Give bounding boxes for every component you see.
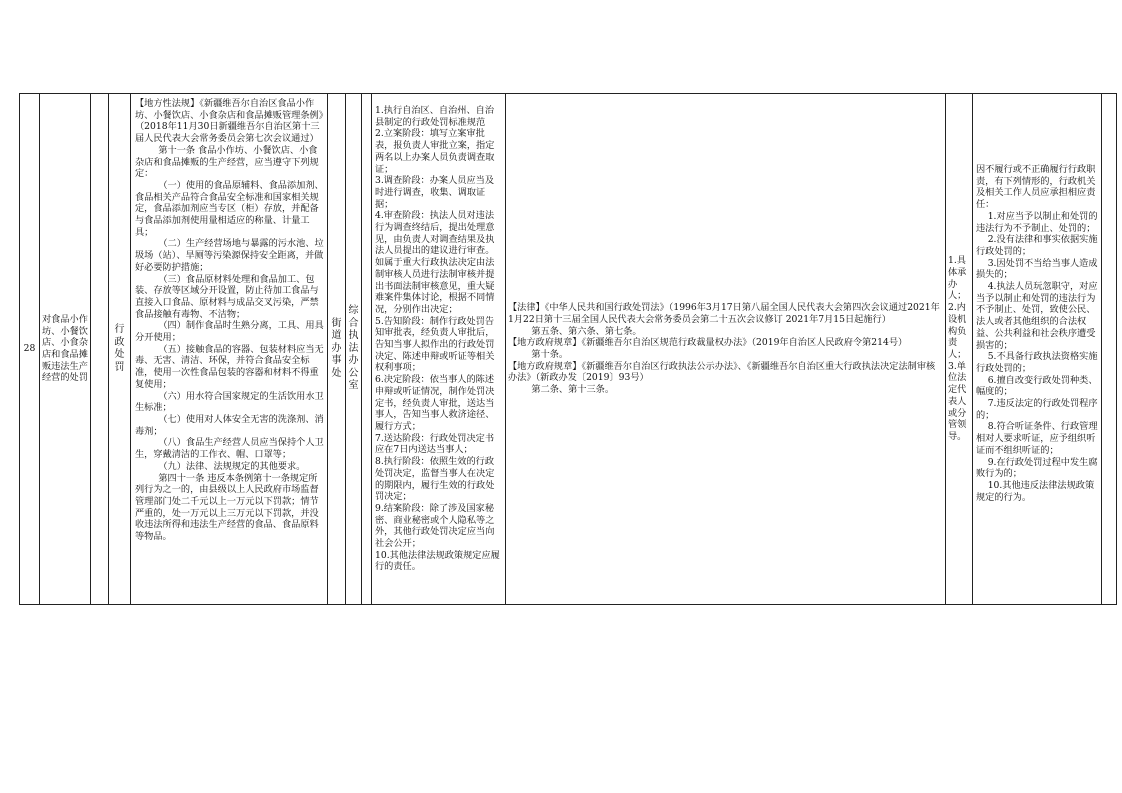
process-step: 7.送达阶段：行政处罚决定书应在7日内送达当事人； — [375, 432, 495, 456]
law-line: 第十条。 — [508, 349, 569, 360]
law-line: 【地方政府规章】《新疆维吾尔自治区行政执法公示办法》、《新疆维吾尔自治区重大行政执法决定法制审核办法》（新政办发〔2019〕93号） — [508, 360, 936, 384]
process-step: 5.告知阶段：制作行政处罚告知审批表，经负责人审批后，告知当事人拟作出的行政处罚决定、陈述申辩或听证等相关权利事项； — [375, 315, 495, 374]
duty-line: 2.没有法律和事实依据实施行政处罚的； — [976, 234, 1098, 257]
basis-line: （二）生产经营场地与暴露的污水池、垃圾场（站）、旱厕等污染源保持安全距离，并做好必要防护措施； — [135, 238, 324, 273]
basis-line: （七）使用对人体安全无害的洗涤剂、消毒剂； — [135, 413, 324, 437]
process-step: 4.审查阶段：执法人员对违法行为调查终结后，提出处理意见，由负责人对调查结果及执法人员提出的建议进行审查。如属于重大行政执法决定由法制审核人员进行法制审核并提出书面法制审核意见，重大疑难案件集体讨论，根据不同情况，分别作出决定； — [375, 210, 495, 315]
duty-line: 7.违反法定的行政处罚程序的； — [976, 398, 1098, 421]
item-name: 对食品小作坊、小餐饮店、小食杂店和食品摊贩违法生产经营的处罚 — [42, 313, 88, 384]
process-step: 8.执行阶段：依照生效的行政处罚决定，监督当事人在决定的期限内，履行生效的行政处罚决定； — [375, 456, 495, 503]
unit-text: 综合执法办公室 — [348, 305, 359, 392]
basis-line: （四）制作食品时生熟分离，工具、用具分开使用； — [135, 320, 324, 344]
basis-line: （一）使用的食品原辅料、食品添加剂、食品相关产品符合食品安全标准和国家相关规定，食品添加剂应当专区（柜）存放，并配备与食品添加剂使用量相适应的称量、计量工具； — [135, 179, 324, 238]
law-line: 第二条、第十三条。 — [508, 384, 615, 396]
process-step: 9.结案阶段：除了涉及国家秘密、商业秘密或个人隐私等之外，其他行政处罚决定应当向社会公开； — [375, 502, 495, 550]
duty-line: 3.因处罚不当给当事人造成损失的； — [976, 257, 1098, 281]
responsible-line: 1.具体承办人； — [948, 255, 967, 302]
seq-number: 28 — [23, 343, 36, 355]
basis-line: （九）法律、法规规定的其他要求。 — [135, 460, 306, 472]
duty-line: 1.对应当予以制止和处罚的违法行为不予制止、处罚的； — [976, 210, 1098, 234]
power-list-table — [19, 93, 1117, 605]
category-cell — [109, 94, 131, 605]
law-line: 【地方政府规章】《新疆维吾尔自治区规范行政裁量权办法》（2019年自治区人民政府令第214号） — [508, 337, 908, 349]
duty-cell — [973, 94, 1102, 605]
duty-line: 因不履行或不正确履行行政职责，有下列情形的，行政机关及相关工作人员应承担相应责任： — [976, 164, 1096, 211]
basis-line: 第十一条 食品小作坊、小餐饮店、小食杂店和食品摊贩的生产经营，应当遵守下列规定： — [135, 144, 319, 180]
table-row — [20, 94, 1117, 605]
basis-line: （三）食品原材料处理和食品加工、包装、存放等区域分开设置，防止待加工食品与直接入口食品、原材料与成品交叉污染，严禁食品接触有毒物、不洁物； — [135, 273, 319, 320]
process-cell — [372, 94, 506, 605]
responsible-line: 2.内设机构负责人； — [948, 302, 967, 360]
duty-line: 5.不具备行政执法资格实施行政处罚的； — [976, 351, 1098, 374]
basis-line: 【地方性法规】《新疆维吾尔自治区食品小作坊、小餐饮店、小食杂店和食品摊贩管理条例》（2018年11月30日新疆维吾尔自治区第十三届人民代表大会常务委员会第七次会议通过） — [135, 98, 324, 145]
dept-cell — [328, 94, 346, 605]
process-step: 10.其他法律法规政策规定应履行的责任。 — [375, 549, 500, 573]
unit-cell — [346, 94, 362, 605]
duty-line: 8.符合听证条件、行政管理相对人要求听证，应予组织听证而不组织听证的； — [976, 421, 1098, 456]
basis-cell — [131, 94, 328, 605]
law-line: 【法律】《中华人民共和国行政处罚法》（1996年3月17日第八届全国人民代表大会第四次会议通过2021年1月22日第十三届全国人民代表大会常务委员会第二十五次会议修订 2021年7月15日起施行） — [508, 302, 940, 325]
duty-line: 6.擅自改变行政处罚种类、幅度的； — [976, 374, 1098, 398]
basis-line: （八）食品生产经营人员应当保持个人卫生，穿戴清洁的工作衣、帽、口罩等； — [135, 437, 324, 461]
spacer-cell — [91, 94, 109, 605]
note-cell — [1102, 94, 1117, 605]
category-text: 行政处罚 — [114, 324, 125, 373]
law-cell — [506, 94, 946, 605]
law-line: 第五条、第六条、第七条。 — [508, 325, 642, 337]
process-step: 3.调查阶段：办案人员应当及时进行调查，收集、调取证据； — [375, 175, 495, 210]
item-name-cell — [40, 94, 91, 605]
basis-line: （五）接触食品的容器、包装材料应当无毒、无害、清洁、环保，并符合食品安全标准，使用一次性食品包装的容器和材料不得重复使用； — [135, 343, 324, 390]
basis-line: （六）用水符合国家规定的生活饮用水卫生标准； — [135, 390, 324, 414]
spacer-cell — [362, 94, 372, 605]
process-step: 2.立案阶段：填写立案审批表，报负责人审批立案，指定两名以上办案人员负责调查取证； — [375, 128, 495, 175]
process-step: 6.决定阶段：依当事人的陈述申辩或听证情况，制作处罚决定书，经负责人审批，送达当事人，告知当事人救济途径、履行方式； — [375, 374, 495, 432]
duty-line: 10.其他违反法律法规政策规定的行为。 — [976, 479, 1095, 503]
duty-line: 4.执法人员玩忽职守，对应当予以制止和处罚的违法行为不予制止、处罚，致使公民、法人或者其他组织的合法权益、公共利益和社会秩序遭受损害的； — [976, 281, 1098, 351]
responsible-cell — [946, 94, 973, 605]
duty-line: 9.在行政处罚过程中发生腐败行为的； — [976, 456, 1098, 480]
responsible-line: 3.单位法定代表人或分管领导。 — [948, 360, 967, 442]
seq-cell — [20, 94, 40, 605]
process-step: 1.执行自治区、自治州、自治县制定的行政处罚标准规范 — [375, 105, 495, 128]
basis-line: 第四十一条 违反本条例第十一条规定所列行为之一的，由县级以上人民政府市场监督管理部门处二千元以上一万元以下罚款；情节严重的，处一万元以上三万元以下罚款，并没收违法所得和违法生产经营的食品、食品原料等物品。 — [135, 472, 319, 543]
dept-text: 街道办事处 — [331, 317, 342, 379]
